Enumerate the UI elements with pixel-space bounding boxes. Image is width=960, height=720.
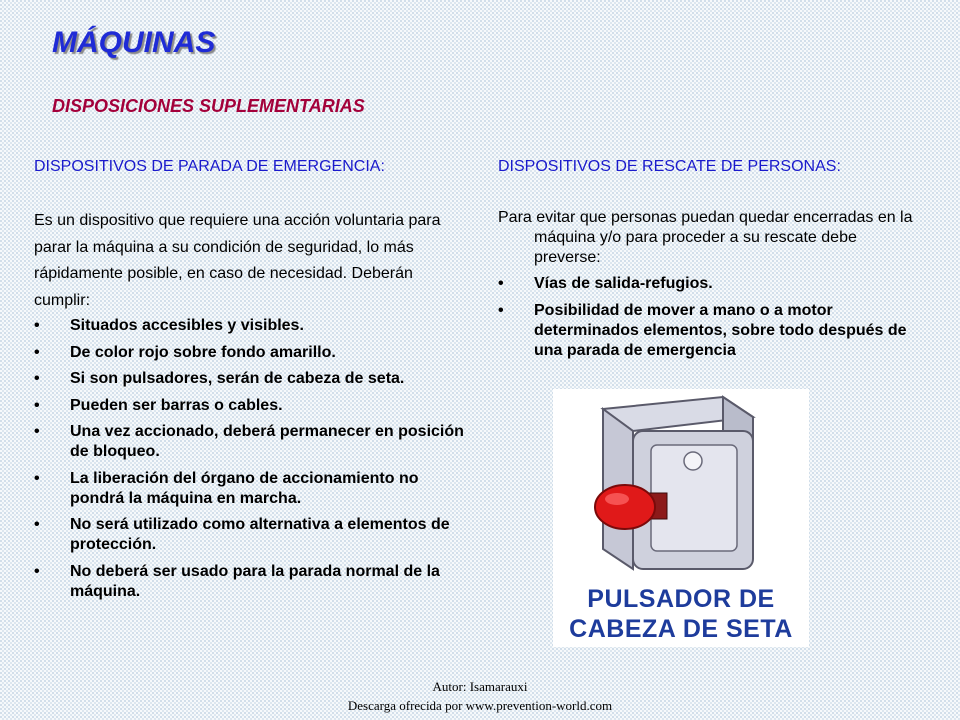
footer-author: Autor: Isamarauxi	[432, 679, 528, 694]
left-column-intro: Es un dispositivo que requiere una acción voluntaria para parar la máquina a su condición de seguridad, lo más rápidamente posible, en caso de necesidad. Deberán cumplir:	[34, 212, 441, 309]
page-subtitle: DISPOSICIONES SUPLEMENTARIAS	[52, 96, 365, 116]
left-column	[34, 158, 466, 608]
list-item	[34, 343, 466, 363]
bullet-icon: •	[34, 370, 40, 387]
emergency-button-illustration	[553, 389, 809, 647]
right-column-intro: Para evitar que personas puedan quedar encerradas en la máquina y/o para proceder a su rescate debe preverse:	[498, 209, 913, 266]
bullet-icon: •	[34, 423, 40, 440]
list-item	[34, 422, 466, 462]
right-column	[498, 158, 918, 367]
bullet-icon: •	[34, 317, 40, 334]
image-caption-line2: CABEZA DE SETA	[569, 615, 793, 643]
list-item	[34, 469, 466, 509]
bullet-icon: •	[34, 343, 40, 361]
list-item-text: Posibilidad de mover a mano o a motor determinados elementos, sobre todo después de una parada de emergencia	[534, 301, 907, 359]
image-caption-line1: PULSADOR DE	[587, 585, 775, 613]
bullet-icon: •	[498, 275, 504, 292]
list-item-text: Vías de salida-refugios.	[534, 275, 713, 292]
right-column-heading: DISPOSITIVOS DE RESCATE DE PERSONAS:	[498, 158, 841, 175]
page-title: MÁQUINAS	[52, 26, 216, 59]
list-item	[34, 515, 466, 555]
list-item-text: Situados accesibles y visibles.	[70, 317, 304, 334]
mushroom-button-icon	[553, 389, 809, 579]
bullet-icon: •	[34, 516, 40, 533]
list-item	[34, 562, 466, 602]
list-item-text: Si son pulsadores, serán de cabeza de seta.	[70, 370, 405, 387]
list-item	[34, 369, 466, 389]
list-item	[34, 316, 466, 336]
list-item-text: No será utilizado como alternativa a elementos de protección.	[70, 516, 450, 553]
footer-download: Descarga ofrecida por www.prevention-world.com	[347, 698, 613, 713]
list-item-text: Pueden ser barras o cables.	[70, 396, 283, 414]
bullet-icon: •	[34, 469, 40, 487]
list-item-text: De color rojo sobre fondo amarillo.	[70, 343, 336, 361]
list-item-text: La liberación del órgano de accionamiento no pondrá la máquina en marcha.	[70, 469, 419, 507]
right-bullet-list	[498, 274, 918, 361]
list-item	[34, 396, 466, 416]
bullet-icon: •	[34, 562, 40, 580]
list-item-text: Una vez accionado, deberá permanecer en posición de bloqueo.	[70, 423, 464, 460]
left-column-heading: DISPOSITIVOS DE PARADA DE EMERGENCIA:	[34, 158, 385, 175]
list-item	[498, 301, 918, 361]
left-bullet-list	[34, 316, 466, 602]
bullet-icon: •	[498, 301, 504, 319]
list-item-text: No deberá ser usado para la parada normal de la máquina.	[70, 562, 440, 600]
bullet-icon: •	[34, 396, 40, 414]
list-item	[498, 274, 918, 294]
